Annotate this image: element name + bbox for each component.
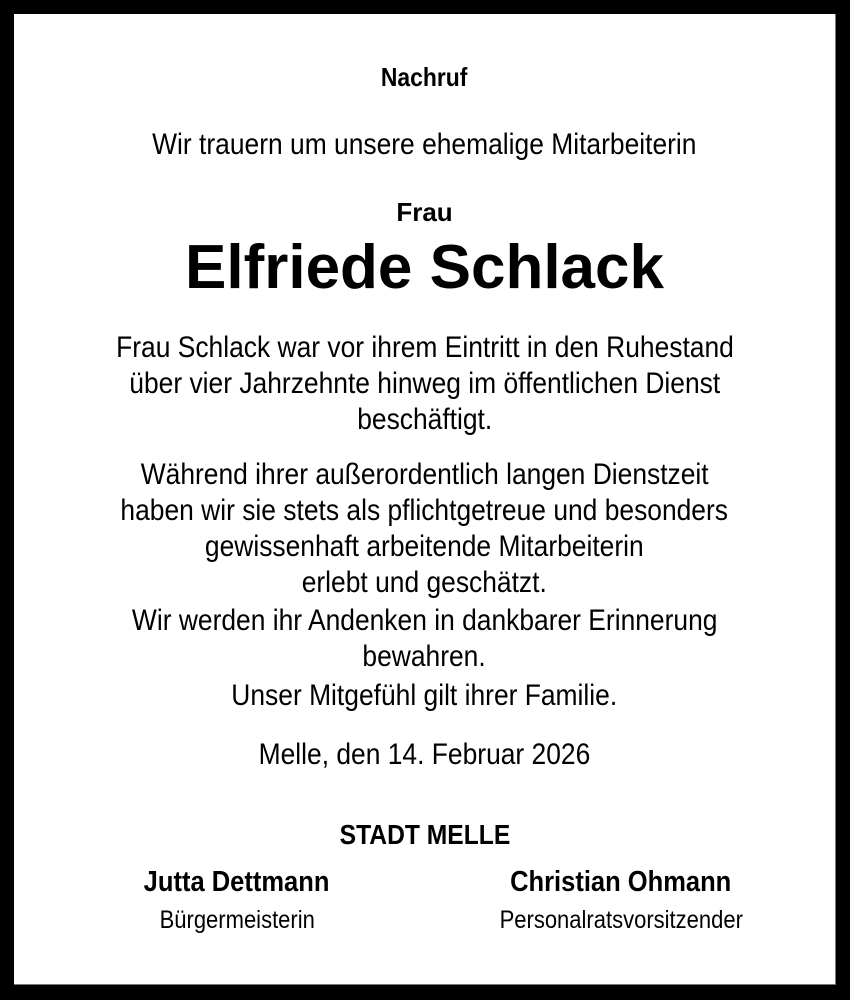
- paragraph-4: Unser Mitgefühl gilt ihrer Familie.: [231, 679, 618, 712]
- honorific: Frau: [396, 197, 453, 227]
- signatory-2-name: Christian Ohmann: [510, 866, 732, 898]
- intro-text: Wir trauern um unsere ehemalige Mitarbeiterin: [152, 128, 697, 161]
- signatory-1-role: Bürgermeisterin: [159, 906, 315, 934]
- paragraph-3: Wir werden ihr Andenken in dankbarer Erinnerung bewahren.: [131, 604, 718, 673]
- place-date: Melle, den 14. Februar 2026: [258, 738, 591, 771]
- notice-header: Nachruf: [381, 62, 468, 92]
- deceased-name: Elfriede Schlack: [184, 233, 665, 302]
- signatory-1-name: Jutta Dettmann: [144, 866, 330, 898]
- organization-name: STADT MELLE: [339, 819, 510, 850]
- paragraph-2: Während ihrer außerordentlich langen Dienstzeit haben wir sie stets als pflichtgetreue und besonders gewissenhaft arbeitende Mitarbeiterin erlebt und geschätzt.: [120, 458, 729, 599]
- paragraph-1: Frau Schlack war vor ihrem Eintritt in den Ruhestand über vier Jahrzehnte hinweg im öffentlichen Dienst beschäftigt.: [115, 331, 734, 436]
- signatory-2-role: Personalratsvorsitzender: [499, 906, 743, 934]
- obituary-notice: [14, 14, 836, 985]
